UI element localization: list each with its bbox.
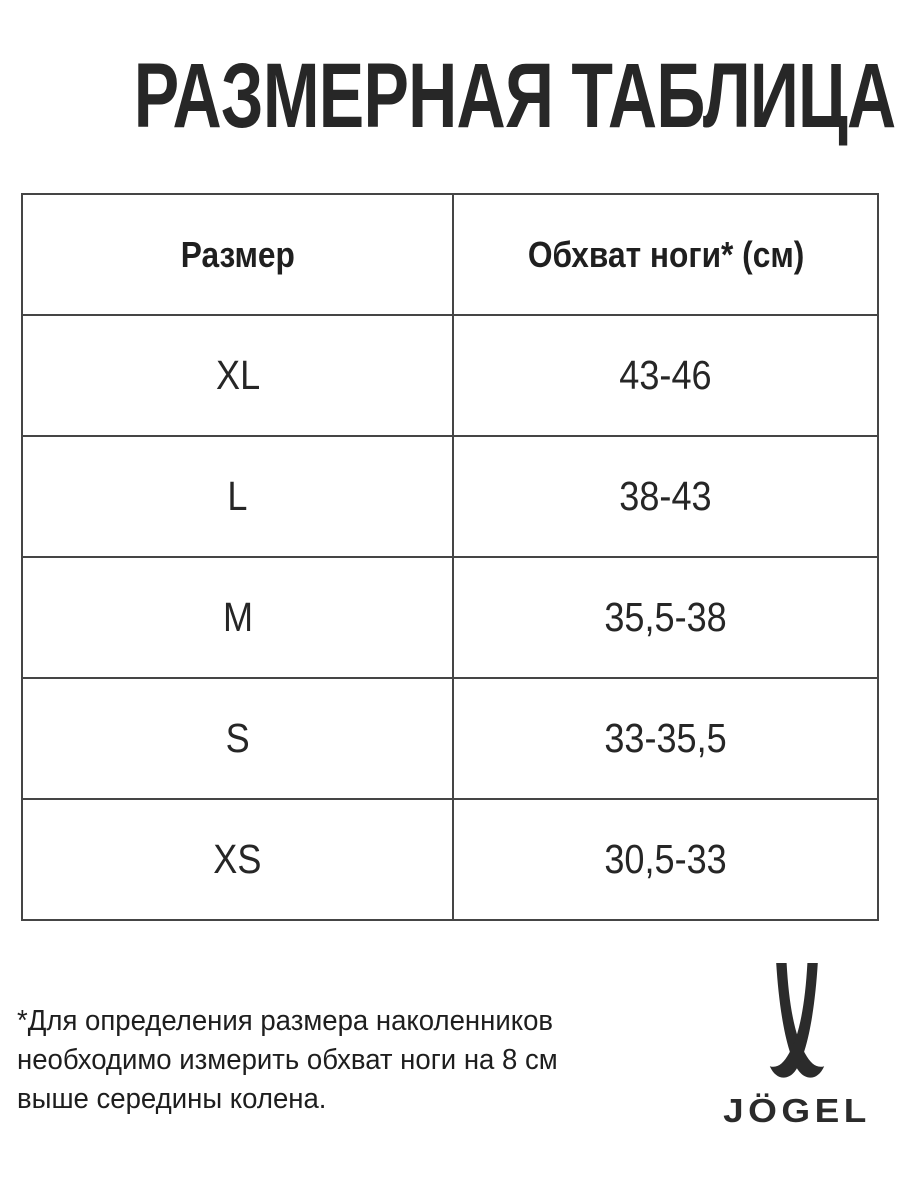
leg-girth-cell: 43-46 — [453, 315, 878, 436]
table-row — [22, 315, 878, 436]
size-cell: XS — [22, 799, 453, 920]
leg-girth-cell: 38-43 — [453, 436, 878, 557]
column-header-size: Размер — [22, 194, 453, 315]
footnote-line: выше середины колена. — [17, 1083, 327, 1115]
page-title — [0, 45, 900, 147]
size-cell: L — [22, 436, 453, 557]
footnote — [17, 1002, 558, 1119]
size-cell: M — [22, 557, 453, 678]
leg-girth-cell: 33-35,5 — [453, 678, 878, 799]
brand-logo — [712, 962, 882, 1130]
column-header-leg-girth: Обхват ноги* (см) — [453, 194, 878, 315]
table-row — [22, 557, 878, 678]
page-title-text: РАЗМЕРНАЯ ТАБЛИЦА — [133, 45, 896, 147]
jogel-logo-icon — [757, 962, 837, 1084]
leg-girth-cell: 30,5-33 — [453, 799, 878, 920]
size-table — [21, 193, 879, 921]
size-cell: S — [22, 678, 453, 799]
leg-girth-cell: 35,5-38 — [453, 557, 878, 678]
size-cell: XL — [22, 315, 453, 436]
jogel-wordmark: JÖGEL — [723, 1092, 871, 1129]
table-header-row — [22, 194, 878, 315]
table-row — [22, 799, 878, 920]
footnote-line: необходимо измерить обхват ноги на 8 см — [17, 1044, 558, 1076]
table-row — [22, 678, 878, 799]
table-row — [22, 436, 878, 557]
footnote-line: *Для определения размера наколенников — [17, 1005, 554, 1037]
